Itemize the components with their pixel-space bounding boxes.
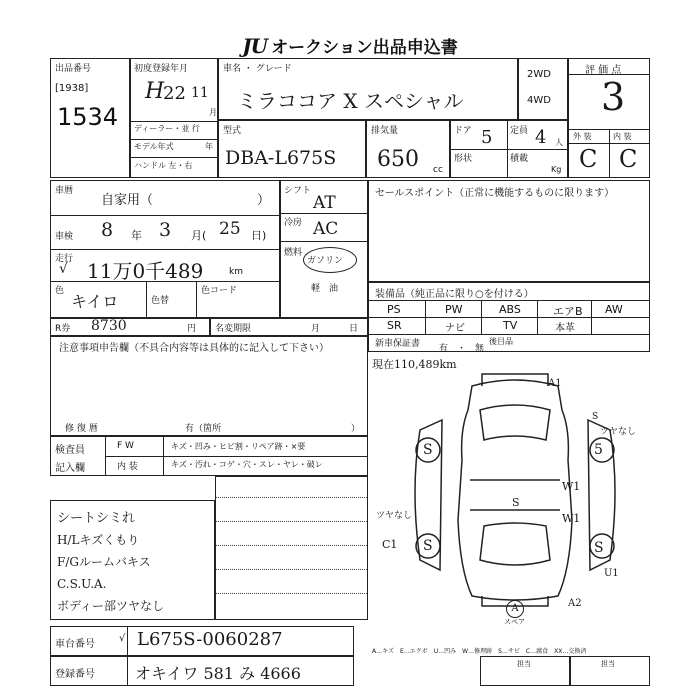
registration-month-unit: 月 bbox=[209, 108, 217, 117]
repair-close: ） bbox=[351, 424, 361, 434]
plate-label: 登録番号 bbox=[55, 669, 95, 680]
color-code-label: 色コード bbox=[201, 286, 238, 296]
recycle-unit: 円 bbox=[187, 324, 197, 334]
fuel-value: ガソリン bbox=[307, 256, 344, 266]
drive-2wd: 2WD bbox=[527, 69, 551, 80]
staff-2-label: 担当 bbox=[601, 660, 615, 668]
equipment-block bbox=[368, 282, 650, 352]
odometer-note: 現在110,489km bbox=[372, 358, 457, 371]
chassis-check: √ bbox=[119, 633, 126, 644]
fw-label: F W bbox=[117, 441, 134, 451]
inspection-year-unit: 年 bbox=[131, 229, 142, 242]
staff-box-1 bbox=[480, 656, 570, 686]
spare-label: スペア bbox=[504, 618, 525, 626]
inspection-month-unit: 月( bbox=[191, 229, 207, 242]
lot-number-cell bbox=[50, 58, 130, 178]
doors-value: 5 bbox=[481, 127, 493, 148]
registration-year: 22 bbox=[163, 83, 186, 104]
inspection-day: 25 bbox=[219, 219, 241, 239]
shift-label: シフト bbox=[284, 186, 312, 196]
capacity-unit: 人 bbox=[555, 138, 563, 147]
model-year-label: モデル年式 bbox=[134, 142, 174, 151]
ac-label: 冷房 bbox=[284, 218, 303, 228]
lot-code: [1938] bbox=[55, 83, 89, 94]
mileage-unit: km bbox=[229, 267, 243, 277]
equip-ps: PS bbox=[387, 303, 401, 316]
mileage-value: 11万0千489 bbox=[87, 259, 204, 283]
inspector-block bbox=[50, 436, 368, 476]
rating-ext-label: 外 装 bbox=[573, 132, 592, 141]
inspection-month: 3 bbox=[159, 219, 172, 241]
form-title bbox=[0, 33, 700, 58]
mark-s-right-rear: S bbox=[594, 540, 604, 556]
shift-value: AT bbox=[313, 193, 336, 213]
rating-label: 評 価 点 bbox=[585, 65, 622, 76]
mark-tsuya-top-right: ツヤなし bbox=[600, 427, 637, 437]
drive-cell bbox=[518, 58, 568, 120]
history-block bbox=[50, 180, 280, 318]
handle-label: ハンドル 左・右 bbox=[134, 161, 193, 170]
rating-int-value: C bbox=[619, 145, 638, 173]
form-title-text: オークション出品申込書 bbox=[271, 38, 458, 58]
inspection-year: 8 bbox=[101, 219, 114, 241]
recycle-cell bbox=[50, 318, 210, 336]
registration-label: 初度登録年月 bbox=[134, 64, 189, 74]
remark-2: H/Lキズくもり bbox=[57, 533, 140, 547]
equip-abs: ABS bbox=[499, 303, 521, 316]
rating-value: 3 bbox=[601, 75, 626, 119]
load-label: 積載 bbox=[510, 154, 529, 164]
remarks-box bbox=[50, 500, 215, 620]
capacity-value: 4 bbox=[535, 127, 547, 148]
mark-c1-left: C1 bbox=[382, 538, 398, 551]
rating-cell bbox=[568, 58, 650, 178]
lot-number-label: 出品番号 bbox=[55, 64, 92, 74]
mark-s-top-right: S bbox=[592, 412, 599, 422]
ju-logo: JU bbox=[242, 34, 268, 58]
load-unit: Kg bbox=[551, 165, 562, 174]
new-car-extra: 後目品 bbox=[489, 337, 513, 346]
equipment-label: 装備品（純正品に限り○を付ける） bbox=[375, 289, 534, 300]
fuel-option-diesel: 軽 油 bbox=[311, 284, 339, 294]
inspector-label: 検査員 bbox=[55, 445, 85, 456]
sales-point-block bbox=[368, 180, 650, 282]
plate-cell bbox=[50, 656, 354, 686]
spare-mark: A bbox=[506, 600, 524, 618]
remarks-side-box bbox=[215, 476, 368, 620]
doors-cell bbox=[450, 120, 568, 178]
fw-items: キズ・凹み・ヒビ割・リペア跡・×要 bbox=[171, 442, 306, 451]
fuel-label: 燃料 bbox=[284, 248, 303, 258]
new-car-warranty-options: 有 ・ 無 bbox=[439, 344, 485, 354]
model-year-unit: 年 bbox=[205, 142, 213, 151]
history-close: ） bbox=[257, 193, 271, 208]
damage-legend: A…キズ E…エクボ U…凹み W…修理跡 S…サビ C…腐食 XX…交換済 bbox=[372, 648, 587, 655]
color-label: 色 bbox=[55, 286, 65, 296]
new-car-warranty-label: 新車保証書 bbox=[375, 339, 421, 349]
repair-value: 有（箇所 bbox=[185, 424, 222, 434]
capacity-label: 定員 bbox=[510, 126, 529, 136]
mileage-label: 走行 bbox=[55, 254, 74, 264]
color-value: キイロ bbox=[71, 292, 119, 311]
color-change-label: 色替 bbox=[151, 296, 170, 306]
mark-s-left-front: S bbox=[423, 442, 433, 458]
equip-leather: 本革 bbox=[555, 323, 575, 334]
car-name-cell bbox=[218, 58, 518, 120]
inspection-label: 車検 bbox=[55, 232, 74, 242]
rating-ext-value: C bbox=[579, 145, 598, 173]
staff-box-2 bbox=[570, 656, 650, 686]
recycle-label: R券 bbox=[55, 324, 71, 334]
staff-1-label: 担当 bbox=[517, 660, 531, 668]
registration-month: 11 bbox=[191, 85, 209, 101]
lot-number-value: 1534 bbox=[57, 103, 119, 131]
mark-w1-right-1: W1 bbox=[562, 480, 581, 493]
remark-3: F/Gルームバキス bbox=[57, 555, 151, 569]
history-label: 車暦 bbox=[55, 186, 74, 196]
remark-4: C.S.U.A. bbox=[57, 577, 107, 591]
remark-1: シートシミれ bbox=[57, 511, 136, 526]
name-change-day: 日 bbox=[349, 324, 359, 334]
mark-s-left-rear: S bbox=[423, 538, 433, 554]
model-value: DBA-L675S bbox=[225, 147, 337, 169]
equip-navi: ナビ bbox=[445, 323, 465, 334]
mark-a1-top: A1 bbox=[548, 378, 562, 389]
equip-airbag: エアB bbox=[553, 305, 583, 318]
chassis-value: L675S-0060287 bbox=[137, 629, 283, 650]
interior-label: 内 装 bbox=[117, 462, 138, 472]
dealer-label: ディーラー・並 行 bbox=[134, 124, 200, 133]
notes-block bbox=[50, 336, 368, 436]
name-change-cell bbox=[210, 318, 368, 336]
interior-items: キズ・汚れ・コゲ・穴・スレ・ヤレ・破レ bbox=[171, 460, 323, 469]
equip-sr: SR bbox=[387, 319, 402, 332]
mark-a2: A2 bbox=[568, 598, 582, 609]
inspection-day-unit: 日) bbox=[251, 229, 267, 242]
mileage-check: √ bbox=[59, 261, 68, 277]
chassis-label: 車台番号 bbox=[55, 639, 95, 650]
mark-u1: U1 bbox=[604, 568, 619, 579]
engine-label: 排気量 bbox=[371, 126, 399, 136]
model-cell bbox=[218, 120, 366, 178]
notes-label: 注意事項申告欄（不具合内容等は具体的に記入して下さい） bbox=[59, 343, 329, 354]
entry-label: 記入欄 bbox=[55, 463, 85, 474]
engine-unit: cc bbox=[433, 165, 443, 175]
repair-label: 修 復 暦 bbox=[65, 424, 98, 434]
mark-tsuya-left: ツヤなし bbox=[376, 511, 413, 521]
registration-era: H bbox=[145, 79, 165, 104]
name-change-label: 名変期限 bbox=[215, 324, 252, 334]
equip-pw: PW bbox=[445, 303, 463, 316]
sales-point-label: セールスポイント（正常に機能するものに限ります） bbox=[375, 188, 615, 199]
mark-s-center: S bbox=[512, 496, 520, 509]
lot-code-value: 1938 bbox=[58, 83, 85, 94]
history-value: 自家用（ bbox=[101, 193, 154, 208]
model-label: 型式 bbox=[223, 126, 242, 136]
doors-label: ドア bbox=[454, 126, 472, 136]
mark-5-right-front: 5 bbox=[594, 442, 603, 458]
mark-w1-right-2: W1 bbox=[562, 512, 581, 525]
engine-cell bbox=[366, 120, 450, 178]
car-name-label: 車名 ・ グレード bbox=[223, 64, 292, 74]
engine-value: 650 bbox=[377, 147, 419, 172]
shape-label: 形状 bbox=[454, 154, 473, 164]
car-name-value: ミラココア X スペシャル bbox=[237, 89, 464, 113]
registration-cell bbox=[130, 58, 218, 178]
recycle-value: 8730 bbox=[91, 318, 127, 334]
ac-value: AC bbox=[313, 219, 339, 239]
chassis-cell bbox=[50, 626, 354, 656]
shift-ac-fuel-block bbox=[280, 180, 368, 318]
name-change-month: 月 bbox=[311, 324, 321, 334]
remark-5: ボディー部ツヤなし bbox=[57, 599, 165, 613]
equip-tv: TV bbox=[503, 319, 518, 332]
plate-value: オキイワ 581 み 4666 bbox=[135, 664, 301, 683]
equip-aw: AW bbox=[605, 303, 623, 316]
drive-4wd: 4WD bbox=[527, 95, 551, 106]
rating-int-label: 内 装 bbox=[613, 132, 632, 141]
